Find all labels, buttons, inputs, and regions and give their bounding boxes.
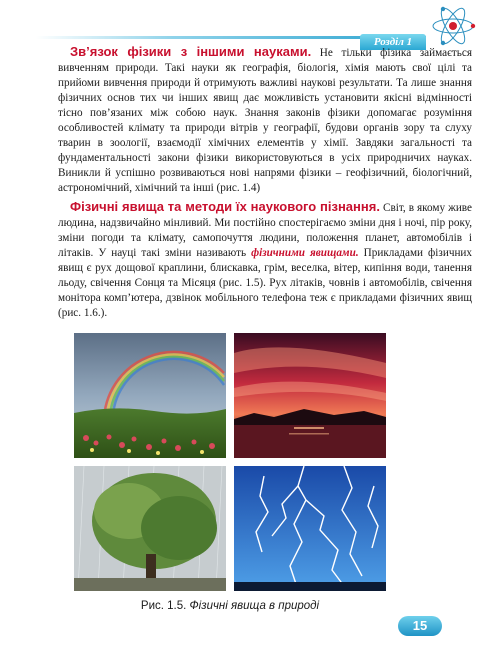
photo-rain bbox=[74, 466, 226, 591]
figure-title: Фізичні явища в природі bbox=[189, 600, 320, 612]
paragraph-text: Не тільки фізика займається вивченням природи. Такі науки як географія, біологія, хімія мають свої цілі та прийоми вивчення природи й отримують важливі наукові результати. Та лише знання фізичних основ тих чи інших явищ дає можливість установити якісні відмінності тісно пов’язаних між собою наук. Знання законів фізики допомагає розуміння особливостей клімату та природи вітрів у географії, будови органів зору та слуху тварин в зоології, взаємодії хімічних елементів у хімії. Завдяки загальності та фундаментальності закони фізики використовуються в усіх природничих науках. Виникли й успішно розвиваються нові напрями фізики – геофізичний, біологічний, астрономічний, хімічний та інші (рис. 1.4) bbox=[58, 47, 473, 194]
paragraph-physical-phenomena bbox=[58, 199, 472, 321]
heading-physics-connections: Зв’язок фізики з іншими науками. bbox=[70, 44, 312, 59]
page-number: 15 bbox=[398, 616, 442, 636]
figure-caption bbox=[0, 600, 460, 612]
heading-physical-phenomena: Фізичні явища та методи їх наукового пізнання. bbox=[70, 199, 380, 214]
photo-lightning bbox=[234, 466, 386, 591]
body-text bbox=[58, 44, 472, 321]
paragraph-text-a: Світ, в якому живе людина, надзвичайно мінливий. Ми постійно спостерігаємо зміни дня і ночі, пір року, зміни погоди та клімату, самопочуття людини, положення планет, автомобілів і літаків. У науці такі зміни називають bbox=[58, 202, 472, 259]
photo-rainbow bbox=[74, 333, 226, 458]
figure-label: Рис. 1.5. bbox=[140, 600, 187, 612]
paragraph-text-b: Прикладами фізичних явищ є рух дощової краплини, блискавка, грім, веселка, вітер, кипіння води, танення льоду, свічення Сонця та Місяця (рис. 1.5). Рух літаків, човнів і автомобілів, свічення монітора комп’ютера, дзвінок мобільного телефона теж є прикладами фізичних явищ (рис. 1.6.). bbox=[58, 247, 473, 319]
section-tab: Розділ 1 bbox=[360, 34, 426, 50]
atom-icon bbox=[428, 4, 478, 48]
paragraph-physics-connections bbox=[58, 44, 472, 196]
term-physical-phenomena: фізичними явищами. bbox=[251, 247, 359, 259]
figure-photos bbox=[74, 333, 389, 591]
photo-sunset bbox=[234, 333, 386, 458]
